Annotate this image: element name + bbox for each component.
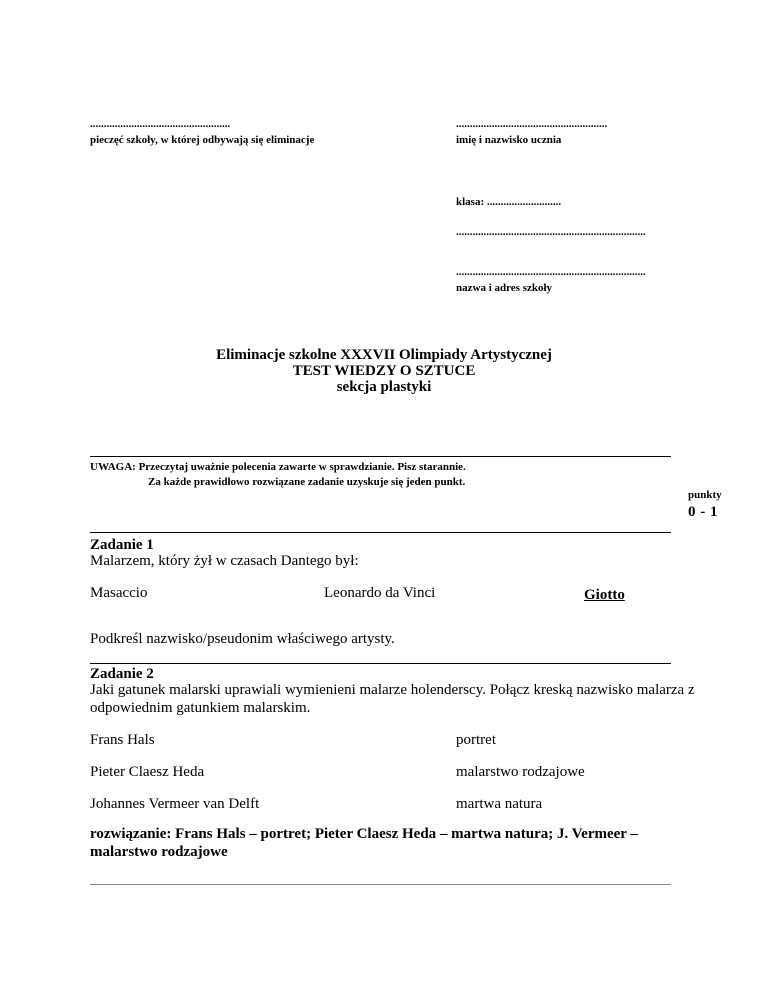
divider: [90, 884, 671, 885]
task2-solution: rozwiązanie: Frans Hals – portret; Pieter Claesz Heda – martwa natura; J. Vermeer – malarstwo rodzajowe: [90, 826, 638, 860]
document-section: sekcja plastyki: [336, 379, 432, 395]
stamp-dotted-line: ...................................................: [90, 118, 231, 130]
task1-instruction: Podkreśl nazwisko/pseudonim właściwego artysty.: [90, 631, 395, 647]
task1-option-giotto: Giotto: [584, 587, 625, 603]
task2-painter-hals: Frans Hals: [90, 732, 155, 748]
task1-heading: Zadanie 1: [90, 537, 154, 553]
task2-genre-genre-painting: malarstwo rodzajowe: [456, 764, 585, 780]
task2-painter-vermeer: Johannes Vermeer van Delft: [90, 796, 260, 812]
task1-question: Malarzem, który żył w czasach Dantego był:: [90, 553, 359, 569]
task2-genre-still-life: martwa natura: [456, 796, 543, 812]
class-field: klasa: ...........................: [456, 196, 562, 208]
task2-heading: Zadanie 2: [90, 666, 154, 682]
notice-line-2: Za każde prawidłowo rozwiązane zadanie uzyskuje się jeden punkt.: [148, 476, 466, 488]
student-name-label: imię i nazwisko ucznia: [456, 134, 562, 146]
divider: [90, 532, 671, 533]
school-address-label: nazwa i adres szkoły: [456, 282, 553, 294]
task2-painter-heda: Pieter Claesz Heda: [90, 764, 205, 780]
task1-option-leonardo: Leonardo da Vinci: [324, 585, 436, 601]
points-label: punkty: [688, 489, 722, 501]
task2-question: Jaki gatunek malarski uprawiali wymienieni malarze holenderscy. Połącz kreską nazwisko malarza z odpowiednim gatunkiem malarskim.: [90, 682, 695, 716]
school-address-line-2: .....................................................................: [456, 266, 646, 278]
school-address-line-1: .....................................................................: [456, 226, 646, 238]
points-value: 0 - 1: [688, 504, 718, 520]
student-name-dotted-line: .......................................................: [456, 118, 608, 130]
task1-option-masaccio: Masaccio: [90, 585, 148, 601]
document-title: Eliminacje szkolne XXXVII Olimpiady Artystycznej: [216, 347, 552, 363]
stamp-label: pieczęć szkoły, w której odbywają się eliminacje: [90, 134, 315, 146]
document-subtitle: TEST WIEDZY O SZTUCE: [292, 363, 476, 379]
notice-line-1: UWAGA: Przeczytaj uważnie polecenia zawarte w sprawdzianie. Pisz starannie.: [90, 461, 466, 473]
divider: [90, 663, 671, 664]
task2-genre-portrait: portret: [456, 732, 496, 748]
divider: [90, 456, 671, 457]
